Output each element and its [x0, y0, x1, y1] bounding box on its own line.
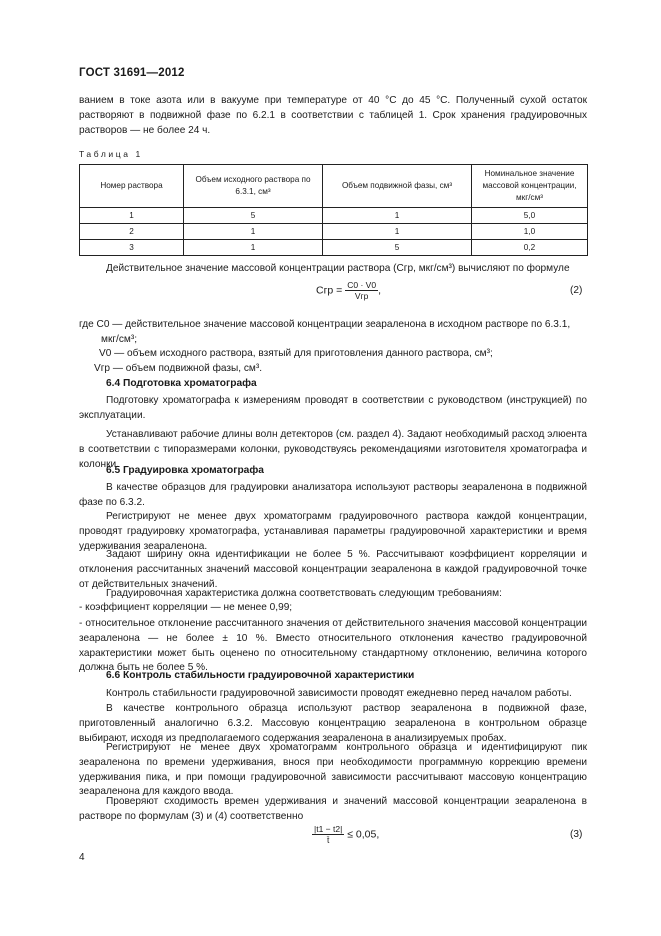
table-header-cell: Номер раствора: [80, 165, 184, 208]
section-6-5-title: 6.5 Градуировка хроматографа: [106, 465, 264, 476]
intro-paragraph: ванием в токе азота или в вакууме при температуре от 40 °С до 45 °С. Полученный сухой остаток растворяют в подвижной фазе по 6.2.1 в соответствии с таблицей 1. Срок хранения градуировочных растворов — не более 24 ч.: [79, 95, 587, 136]
formula2-numerator: C0 · V0: [347, 280, 377, 290]
s66-paragraph-4: Проверяют сходимость времен удерживания и значений массовой концентрации зеараленона в растворе по формулам (3) и (4) соответственно: [79, 796, 587, 822]
table-cell: 5: [184, 208, 323, 224]
table-header-cell: Объем исходного раствора по 6.3.1, см³: [184, 165, 323, 208]
formula2-tail: ,: [378, 284, 381, 297]
formula3-denominator: t̄: [326, 835, 330, 845]
formula-3: [312, 824, 379, 845]
s66-paragraph-3: Регистрируют не менее двух хроматограмм контрольного образца и идентифицируют пик зеараленона по времени удерживания, внося при необходимости программную коррекцию времени удерживания пика, и при помощи градуировочной зависимости рассчитывают массовую концентрацию зеараленона для каждого ввода.: [79, 742, 587, 798]
table-row: [80, 224, 588, 240]
formula2-denominator: Vгр: [354, 291, 369, 301]
section-6-6-title: 6.6 Контроль стабильности градуировочной характеристики: [106, 670, 415, 681]
formula3-numerator: |t1 − t2|: [314, 824, 343, 834]
formula2-lhs: Cгр =: [316, 284, 343, 297]
table-cell: 1,0: [472, 224, 588, 240]
s64-paragraph-1: Подготовку хроматографа к измерениям проводят в соответствии с руководством (инструкцией) по эксплуатации.: [79, 395, 587, 421]
formula2-number: (2): [570, 285, 583, 296]
s64-paragraph-2: Устанавливают рабочие длины волн детекторов (см. раздел 4). Задают необходимый расход элюента в соответствии с типоразмерами колонки, руководствуясь рекомендациями изготовителя хроматографа и колонки.: [79, 429, 587, 470]
formula3-rhs: ≤ 0,05,: [347, 828, 380, 841]
s65-bullet-2: - относительное отклонение рассчитанного значения от действительного значения массовой концентрации зеараленона — не более ± 10 %. Вместо относительного отклонения качество градуировочной характеристики может быть оценено по относительному стандартному отклонению, величина которого должна быть не более 5 %.: [79, 618, 587, 674]
standard-header: ГОСТ 31691—2012: [79, 67, 185, 79]
table-cell: 5: [323, 240, 472, 256]
formula2-intro: Действительное значение массовой концентрации раствора (Cгр, мкг/см³) вычисляют по формуле: [106, 263, 570, 274]
table-cell: 1: [184, 240, 323, 256]
formula2-fraction: [345, 280, 378, 301]
table-row: [80, 240, 588, 256]
legend-c0: где C0 — действительное значение массовой концентрации зеараленона в исходном растворе по 6.3.1, мкг/см³;: [79, 319, 571, 345]
page-number: 4: [79, 852, 85, 863]
table-cell: 2: [80, 224, 184, 240]
table-cell: 5,0: [472, 208, 588, 224]
s65-paragraph-3: Задают ширину окна идентификации не более 5 %. Рассчитывают коэффициент корреляции и отклонения рассчитанных значений массовой концентрации зеараленона в каждой градуировочной точке от действительных значений.: [79, 549, 587, 590]
table-row: [80, 208, 588, 224]
s66-paragraph-2: В качестве контрольного образца используют раствор зеараленона в подвижной фазе, приготовленный аналогично 6.3.2. Массовую концентрацию зеараленона в контрольном образце выбирают, исходя из предполагаемого содержания зеараленона в анализируемых пробах.: [79, 703, 587, 744]
formula-2: [316, 280, 381, 301]
table-header-cell: Номинальное значение массовой концентрации, мкг/см³: [472, 165, 588, 208]
s65-bullet-1: - коэффициент корреляции — не менее 0,99;: [79, 602, 293, 613]
table-cell: 1: [184, 224, 323, 240]
table-cell: 3: [80, 240, 184, 256]
table-cell: 1: [80, 208, 184, 224]
formula3-number: (3): [570, 829, 583, 840]
solutions-table: [79, 164, 588, 256]
legend-v0: V0 — объем исходного раствора, взятый для приготовления данного раствора, см³;: [99, 348, 493, 359]
s65-paragraph-4: Градуировочная характеристика должна соответствовать следующим требованиям:: [106, 588, 502, 599]
s65-paragraph-1: В качестве образцов для градуировки анализатора используют растворы зеараленона в подвижной фазе по 6.3.2.: [79, 482, 587, 508]
s66-paragraph-1: Контроль стабильности градуировочной зависимости проводят ежедневно перед началом работы.: [106, 688, 572, 699]
legend-vgr: Vгр — объем подвижной фазы, см³.: [94, 363, 263, 374]
table-caption: Таблица 1: [79, 149, 143, 159]
table-header-cell: Объем подвижной фазы, см³: [323, 165, 472, 208]
section-6-4-title: 6.4 Подготовка хроматографа: [106, 378, 257, 389]
table-cell: 1: [323, 208, 472, 224]
table-cell: 0,2: [472, 240, 588, 256]
table-cell: 1: [323, 224, 472, 240]
s65-paragraph-2: Регистрируют не менее двух хроматограмм градуировочного раствора каждой концентрации, проводят градуировку хроматографа, устанавливая параметры градуировочной характеристики и время удерживания зеараленона.: [79, 511, 587, 552]
formula3-fraction: [312, 824, 344, 845]
